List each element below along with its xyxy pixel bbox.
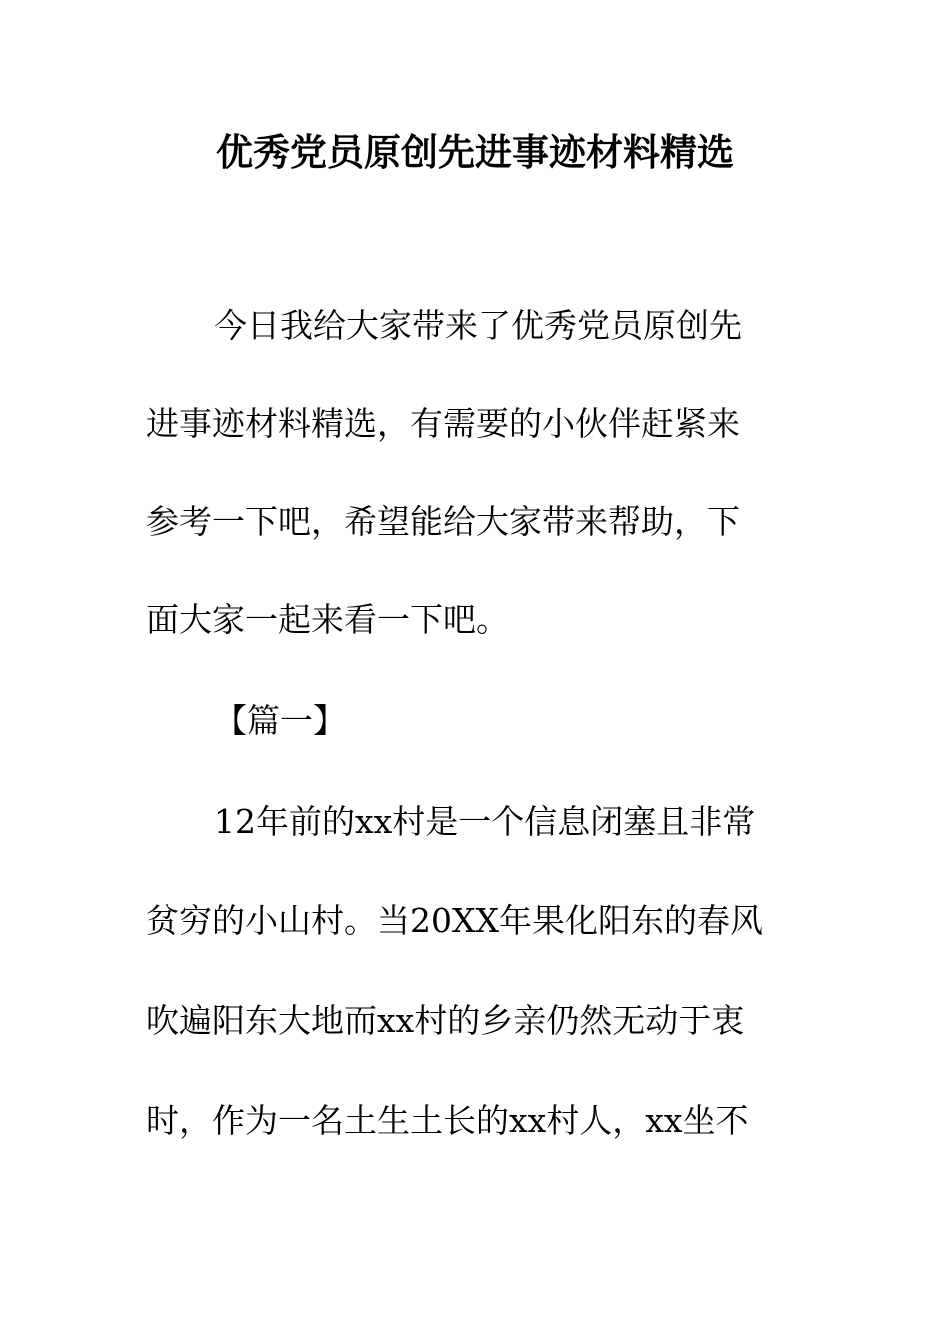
paragraph-line: 时，作为一名土生土长的xx村人，xx坐不 bbox=[146, 1101, 749, 1140]
paragraph-line: 贫穷的小山村。当20XX年果化阳东的春风 bbox=[146, 901, 763, 940]
section-heading: 【篇一】 bbox=[214, 701, 346, 740]
document-title: 优秀党员原创先进事迹材料精选 bbox=[216, 131, 734, 174]
paragraph-line: 面大家一起来看一下吧。 bbox=[146, 600, 509, 639]
paragraph-line: 参考一下吧，希望能给大家带来帮助，下 bbox=[146, 502, 740, 541]
paragraph-line: 今日我给大家带来了优秀党员原创先 bbox=[214, 306, 742, 345]
paragraph-line: 进事迹材料精选，有需要的小伙伴赶紧来 bbox=[146, 404, 740, 443]
paragraph-line: 吹遍阳东大地而xx村的乡亲仍然无动于衷 bbox=[146, 1001, 745, 1040]
paragraph-line: 12年前的xx村是一个信息闭塞且非常 bbox=[214, 802, 756, 841]
